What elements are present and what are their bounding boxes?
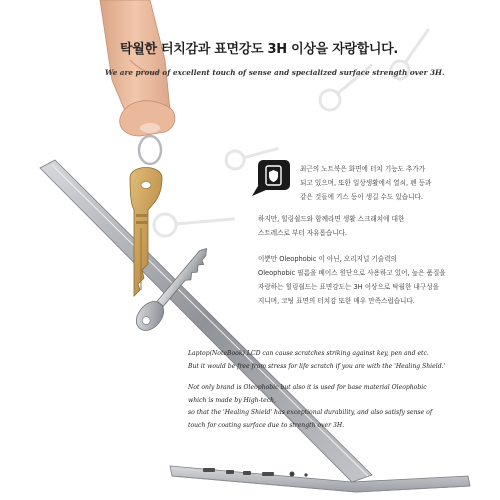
text-line: 하지만, 힐링쉴드와 함께라면 생활 스크래치에 대한	[258, 215, 405, 223]
laptop	[40, 160, 470, 492]
english-paragraph-1	[188, 348, 445, 373]
text-line: 되고 있으며, 또한 일상생활에서 열쇠, 펜 등과	[300, 179, 432, 187]
text-line: which is made by High-tech,	[188, 396, 276, 404]
port	[243, 471, 251, 475]
key-ring	[139, 136, 161, 164]
text-line: 스트레스로 부터 자유롭습니다.	[258, 229, 348, 237]
korean-paragraph-3	[258, 252, 446, 308]
text-line: so that the 'Healing Shield' has exceptional durability, and also satisfy sense of	[188, 409, 433, 416]
port	[262, 472, 274, 476]
subheadline: We are proud of excellent touch of sense and specialized surface strength over 3H.	[105, 68, 445, 77]
text-line: 최근의 노트북은 화면에 터치 기능도 추가가	[300, 165, 426, 173]
text-line: But it would be free from stress for life scratch if you are with the 'Healing Shield.'	[188, 362, 446, 370]
korean-paragraph-1	[300, 162, 431, 204]
indicator-light	[304, 473, 307, 476]
text-line: 이뿐만 Oleophobic 이 아닌, 오리지널 기술력의	[258, 255, 397, 263]
text-line: 자랑하는 힐링쉴드는 표면강도는 3H 이상으로 탁월한 내구성을	[258, 283, 439, 291]
hand-holding-keys	[100, 0, 175, 164]
text-line: touch for coating surface due to strength over 3H.	[188, 421, 345, 429]
english-paragraph-2	[188, 382, 432, 432]
headline: 탁월한 터치감과 표면강도 3H 이상을 자랑합니다.	[120, 42, 398, 57]
text-line: 지니며, 코팅 표면의 터치감 또한 매우 만족스럽습니다.	[258, 297, 415, 305]
phone-shield-icon	[252, 160, 290, 196]
text-line: Oleophobic 필름을 베이스 원단으로 사용하고 있어, 높은 품질을	[258, 269, 446, 277]
text-line: 같은 것들에 기스 등이 생길 수도 있습니다.	[300, 193, 423, 201]
port	[226, 470, 234, 474]
port	[290, 472, 295, 477]
text-line: Not only brand is Oleophobic but also it is used for base material Oleophobic	[188, 384, 427, 391]
port	[203, 468, 215, 472]
korean-paragraph-2	[258, 212, 404, 240]
fingernail	[140, 123, 160, 133]
text-line: Laptop(NoteBook) LCD can cause scratches striking against key, pen and etc.	[188, 350, 429, 357]
